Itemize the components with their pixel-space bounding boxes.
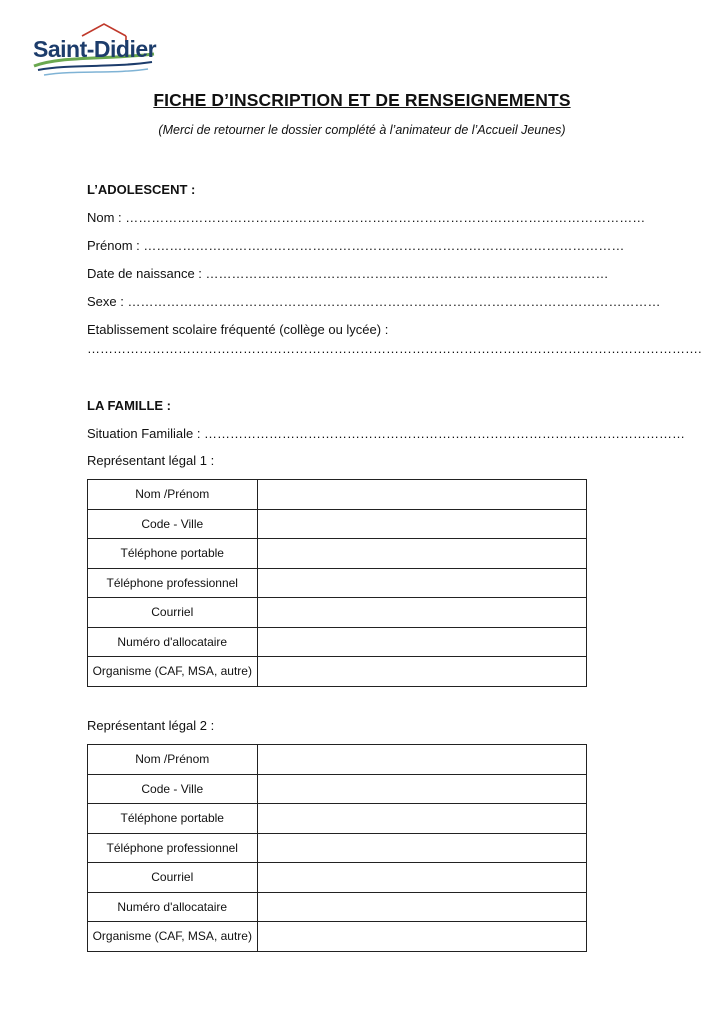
- table-row: [88, 568, 587, 598]
- etablissement-label: Etablissement scolaire fréquenté (collège ou lycée) :: [87, 322, 389, 337]
- row-value-cell[interactable]: [257, 480, 586, 510]
- table-row: [88, 480, 587, 510]
- row-label: Code - Ville: [88, 774, 258, 804]
- representant-1-table: [87, 479, 587, 687]
- table-row: [88, 539, 587, 569]
- saint-didier-logo: [30, 20, 160, 84]
- famille-heading: LA FAMILLE :: [87, 398, 172, 413]
- nom-field[interactable]: Nom : …………………………………………………………………………………………………………: [87, 210, 646, 225]
- table-row: [88, 598, 587, 628]
- row-value-cell[interactable]: [257, 627, 586, 657]
- table-row: [88, 804, 587, 834]
- row-label: Téléphone portable: [88, 804, 258, 834]
- page-title: FICHE D’INSCRIPTION ET DE RENSEIGNEMENTS: [153, 90, 571, 110]
- table-row: [88, 922, 587, 952]
- row-label: Téléphone professionnel: [88, 568, 258, 598]
- row-value-cell[interactable]: [257, 509, 586, 539]
- row-label: Organisme (CAF, MSA, autre): [88, 657, 258, 687]
- row-label: Organisme (CAF, MSA, autre): [88, 922, 258, 952]
- row-label: Courriel: [88, 863, 258, 893]
- row-value-cell[interactable]: [257, 657, 586, 687]
- situation-familiale-field[interactable]: Situation Familiale : …………………………………………………………………………………………………: [87, 426, 686, 441]
- table-row: [88, 774, 587, 804]
- row-value-cell[interactable]: [257, 568, 586, 598]
- row-value-cell[interactable]: [257, 774, 586, 804]
- row-label: Code - Ville: [88, 509, 258, 539]
- row-label: Courriel: [88, 598, 258, 628]
- row-label: Téléphone professionnel: [88, 833, 258, 863]
- row-value-cell[interactable]: [257, 922, 586, 952]
- representant-2-table: [87, 744, 587, 952]
- row-label: Numéro d'allocataire: [88, 892, 258, 922]
- sexe-field[interactable]: Sexe : ……………………………………………………………………………………………………………: [87, 294, 661, 309]
- etablissement-field[interactable]: …………………………………………………………………………………………………………………………….: [87, 341, 702, 356]
- row-label: Numéro d'allocataire: [88, 627, 258, 657]
- representant-1-label: Représentant légal 1 :: [87, 453, 215, 468]
- row-value-cell[interactable]: [257, 745, 586, 775]
- row-value-cell[interactable]: [257, 539, 586, 569]
- row-value-cell[interactable]: [257, 833, 586, 863]
- table-row: [88, 657, 587, 687]
- row-label: Nom /Prénom: [88, 480, 258, 510]
- page-subtitle: (Merci de retourner le dossier complété à l’animateur de l’Accueil Jeunes): [158, 123, 566, 137]
- representant-2-label: Représentant légal 2 :: [87, 718, 215, 733]
- row-value-cell[interactable]: [257, 598, 586, 628]
- logo-text: Saint-Didier: [33, 36, 157, 62]
- table-row: [88, 509, 587, 539]
- table-row: [88, 833, 587, 863]
- prenom-field[interactable]: Prénom : …………………………………………………………………………………………………: [87, 238, 625, 253]
- row-value-cell[interactable]: [257, 863, 586, 893]
- row-value-cell[interactable]: [257, 892, 586, 922]
- table-row: [88, 863, 587, 893]
- table-row: [88, 892, 587, 922]
- table-row: [88, 627, 587, 657]
- adolescent-heading: L’ADOLESCENT :: [87, 182, 196, 197]
- row-value-cell[interactable]: [257, 804, 586, 834]
- row-label: Téléphone portable: [88, 539, 258, 569]
- date-naissance-field[interactable]: Date de naissance : …………………………………………………………………………………: [87, 266, 609, 281]
- row-label: Nom /Prénom: [88, 745, 258, 775]
- table-row: [88, 745, 587, 775]
